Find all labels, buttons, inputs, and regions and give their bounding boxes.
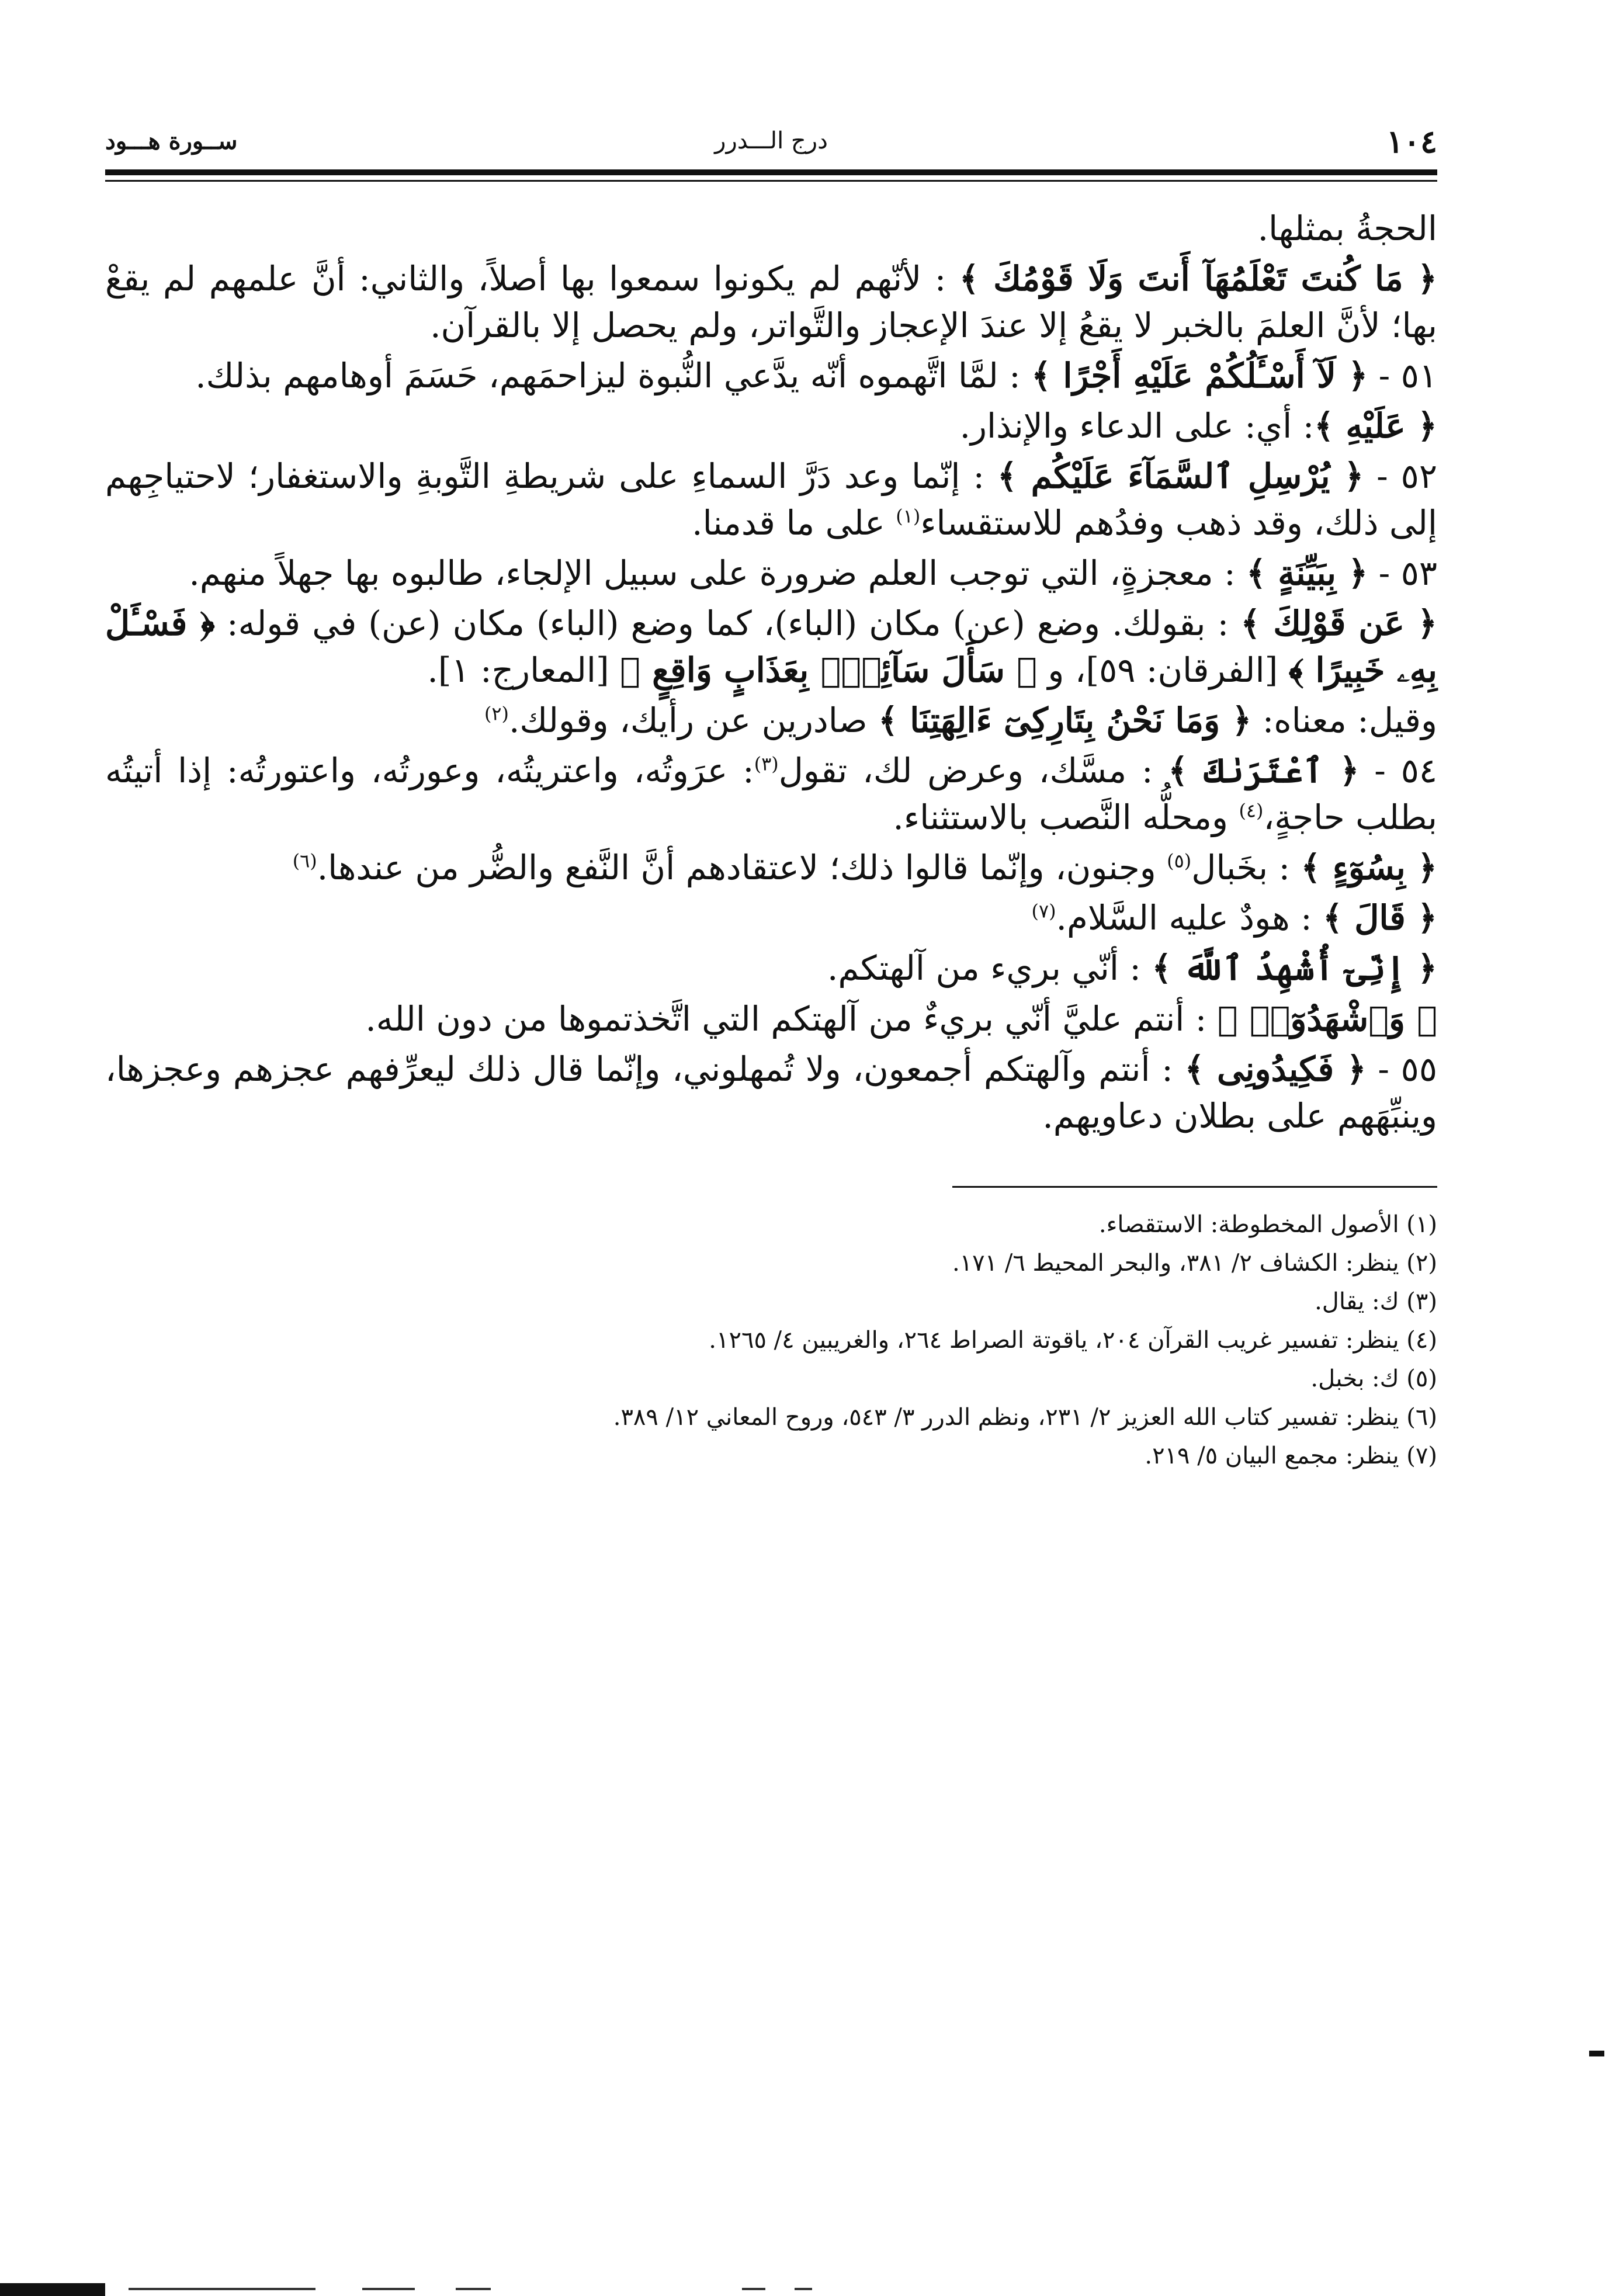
footnote: (١) الأصول المخطوطة: الاستقصاء. [1098, 1211, 1437, 1238]
quran-quote: ﴿ مَا كُنتَ تَعْلَمُهَآ أَنتَ وَلَا قَوْمُكَ ﴾ [959, 259, 1437, 299]
footnotes [105, 1205, 1437, 1475]
footnote-ref: (٢) [484, 702, 509, 725]
paragraph: ٥٥ - ﴿ فَكِيدُونِى ﴾ : أنتم وآلهتكم أجمعون، ولا تُمهلوني، وإنّما قال ذلك ليعرِّفهم عجزهم وعجزها، وينبِّهَهم على بطلان دعاويهم. [105, 1049, 1437, 1136]
footnote-separator [952, 1186, 1437, 1188]
footnote: (٣) ك: يقال. [1315, 1288, 1437, 1315]
quran-quote: ﴿ يُرْسِلِ ٱلسَّمَآءَ عَلَيْكُم ﴾ [997, 456, 1364, 497]
footnote-ref: (٦) [292, 850, 317, 873]
book-title: درج الـــدرر [715, 127, 828, 154]
paragraph: ٥٢ - ﴿ يُرْسِلِ ٱلسَّمَآءَ عَلَيْكُم ﴾ : إنّما وعد دَرَّ السماءِ على شريطةِ التَّوبةِ والاستغفار؛ لاحتياجِهم إلى ذلك، وقد ذهب وفدُهم للاستقساء$^{(١)}$ على ما قدمنا. [105, 456, 1437, 543]
quran-quote: ﴿ فَسْـَٔلْ بِهِۦ خَبِيرًا ﴾ [105, 604, 1437, 691]
paragraph: ﴿ قَالَ ﴾ : هودٌ عليه السَّلام.$^{(٧)}$ [1031, 898, 1437, 938]
quran-quote: ﴿ بِسُوٓءٍ ﴾ [1301, 848, 1437, 888]
quran-quote: ﴿ عَن قَوْلِكَ ﴾ [1240, 604, 1437, 644]
quran-quote: ﴿ فَكِيدُونِى ﴾ [1184, 1049, 1367, 1089]
verse-number: ٥٢ - [1364, 456, 1437, 497]
footnote-ref: (١) [896, 505, 921, 528]
paragraph: وقيل: معناه: ﴿ وَمَا نَحْنُ بِتَارِكِىٓ ءَالِهَتِنَا ﴾ صادرين عن رأيك، وقولك.$^{(٢)}$ [484, 700, 1437, 741]
quran-quote: ﴿ عَلَيْهِ ﴾ [1314, 406, 1437, 446]
verse-number: ٥٤ - [1359, 751, 1437, 791]
paragraph: ٥١ - ﴿ لَآ أَسْـَٔلُكُمْ عَلَيْهِ أَجْرًا ﴾ : لمَّا اتَّهموه أنّه يدَّعي النُّبوة ليزاحمَهم، حَسَمَ أوهامهم بذلك. [195, 356, 1437, 396]
footnote-ref: (٣) [754, 753, 779, 776]
verse-number: ٥٣ - [1368, 553, 1437, 594]
quran-quote: ﴿ لَآ أَسْـَٔلُكُمْ عَلَيْهِ أَجْرًا ﴾ [1031, 356, 1368, 396]
paragraph: ﴿ وَٱشْهَدُوٓا۟ ﴾ : أنتم عليَّ أنّي بريءٌ من آلهتكم التي اتَّخذتموها من دون الله. [365, 998, 1437, 1039]
paragraph: ٥٤ - ﴿ ٱعْتَرَىٰكَ ﴾ : مسَّك، وعرض لك، تقول$^{(٣)}$: عرَوتُه، واعتريتُه، وعورتُه، واعتورتُه: إذا أتيتُه بطلب حاجةٍ،$^{(٤)}$ ومحلُّه النَّصب بالاستثناء. [105, 751, 1437, 838]
quran-quote: ﴿ وَٱشْهَدُوٓا۟ ﴾ [1217, 998, 1437, 1039]
footnote: (٥) ك: بخبل. [1310, 1365, 1437, 1392]
footnote-ref: (٤) [1239, 800, 1264, 823]
quran-quote: ﴿ قَالَ ﴾ [1323, 898, 1437, 938]
paragraph: الحجةُ بمثلها. [1257, 209, 1437, 248]
paragraph: ٥٣ - ﴿ بِبَيِّنَةٍ ﴾ : معجزةٍ، التي توجب العلم ضرورة على سبيل الإلجاء، طالبوه بها جهلاً منهم. [189, 553, 1437, 594]
footnote: (٤) ينظر: تفسير غريب القرآن ٢٠٤، ياقوتة الصراط ٢٦٤، والغريبين ٤/ ١٢٦٥. [709, 1326, 1437, 1354]
page-number: ١٠٤ [1386, 123, 1437, 160]
footnote-ref: (٧) [1031, 900, 1056, 923]
footnote: (٧) ينظر: مجمع البيان ٥/ ٢١٩. [1145, 1442, 1437, 1469]
footnote: (٦) ينظر: تفسير كتاب الله العزيز ٢/ ٢٣١، ونظم الدرر ٣/ ٥٤٣، وروح المعاني ١٢/ ٣٨٩. [613, 1403, 1437, 1431]
paragraph: ﴿ عَلَيْهِ ﴾: أي: على الدعاء والإنذار. [959, 406, 1437, 446]
surah-name: ســورة هـــود [105, 127, 238, 155]
book-page [105, 111, 1437, 1475]
footnote: (٢) ينظر: الكشاف ٢/ ٣٨١، والبحر المحيط ٦/ ١٧١. [952, 1249, 1437, 1277]
footnote-ref: (٥) [1167, 850, 1192, 873]
page-header [105, 111, 1437, 164]
paragraph: ﴿ مَا كُنتَ تَعْلَمُهَآ أَنتَ وَلَا قَوْمُكَ ﴾ : لأنّهم لم يكونوا سمعوا بها أصلاً، والثاني: أنَّ علمهم لم يقعْ بها؛ لأنَّ العلمَ بالخبر لا يقعُ إلا عندَ الإعجاز والتَّواتر، ولم يحصل إلا بالقرآن. [105, 259, 1437, 346]
paragraph: ﴿ بِسُوٓءٍ ﴾ : بخَبال$^{(٥)}$ وجنون، وإنّما قالوا ذلك؛ لاعتقادهم أنَّ النَّفع والضُّر من عندها.$^{(٦)}$ [292, 848, 1437, 888]
verse-number: ٥٥ - [1366, 1049, 1437, 1089]
header-rule-thick [105, 169, 1437, 175]
quran-quote: ﴿ ٱعْتَرَىٰكَ ﴾ [1168, 751, 1360, 791]
quran-quote: ﴿ وَمَا نَحْنُ بِتَارِكِىٓ ءَالِهَتِنَا ﴾ [878, 700, 1252, 741]
header-rule-thin [105, 180, 1437, 182]
scan-bottom-edge [0, 2275, 876, 2296]
quran-quote: ﴿ بِبَيِّنَةٍ ﴾ [1246, 553, 1368, 594]
quran-quote: ﴿ سَأَلَ سَآئِلٌۢ بِعَذَابٍ وَاقِعٍ ﴾ [620, 650, 1037, 691]
paragraph: ﴿ إِنِّىٓ أُشْهِدُ ٱللَّهَ ﴾ : أنّي بريء من آلهتكم. [827, 948, 1437, 989]
quran-quote: ﴿ إِنِّىٓ أُشْهِدُ ٱللَّهَ ﴾ [1152, 948, 1437, 989]
scan-margin-mark [1589, 2051, 1604, 2056]
page-body [105, 205, 1437, 1139]
paragraph: ﴿ عَن قَوْلِكَ ﴾ : بقولك. وضع (عن) مكان (الباء)، كما وضع (الباء) مكان (عن) في قوله: ﴿ فَسْـَٔلْ بِهِۦ خَبِيرًا ﴾ [الفرقان: ٥٩]، و ﴿ سَأَلَ سَآئِلٌۢ بِعَذَابٍ وَاقِعٍ ﴾ [المعارج: ١]. [105, 604, 1437, 691]
verse-number: ٥١ - [1368, 356, 1437, 396]
